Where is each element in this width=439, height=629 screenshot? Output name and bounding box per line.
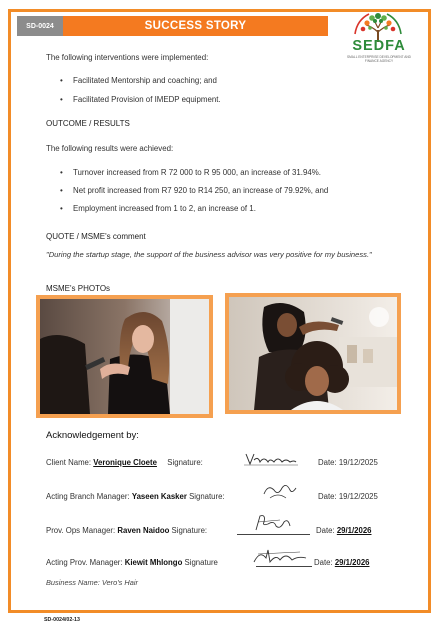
outcome-item: • Net profit increased from R7 920 to R14 250, an increase of 79.92%, and xyxy=(73,186,328,195)
ack-row-branch-manager xyxy=(46,492,225,501)
signature-label: Signature: xyxy=(171,526,208,535)
handwritten-signature xyxy=(258,480,300,502)
client-name: Veronique Cloete xyxy=(93,458,157,467)
page-title: SUCCESS STORY xyxy=(63,16,328,36)
acknowledgement-heading: Acknowledgement by: xyxy=(46,430,139,441)
handwritten-signature xyxy=(242,450,300,468)
ack-date-client xyxy=(318,458,378,467)
handwritten-signature xyxy=(250,512,294,534)
role-label: Acting Prov. Manager: xyxy=(46,558,123,567)
msme-photo-1 xyxy=(36,295,213,418)
logo-wordmark: SEDFA xyxy=(352,38,406,54)
date-label: Date: xyxy=(318,492,337,501)
quote-heading: QUOTE / MSME's comment xyxy=(46,232,146,241)
outcome-intro: The following results were achieved: xyxy=(46,144,174,153)
ack-row-client xyxy=(46,458,203,467)
quote-text: "During the startup stage, the support of the business advisor was very positive for my business." xyxy=(46,250,372,259)
signature-label: Signature: xyxy=(189,492,225,501)
date-value: 29/1/2026 xyxy=(336,526,372,535)
ack-date-ops-manager xyxy=(316,526,372,535)
role-label: Client Name: xyxy=(46,458,92,467)
role-label: Acting Branch Manager: xyxy=(46,492,130,501)
photos-heading: MSME's PHOTOs xyxy=(46,284,111,293)
salon-photo-image xyxy=(229,297,397,410)
interventions-intro: The following interventions were implemented: xyxy=(46,53,209,62)
document-code-badge: SD-0024 xyxy=(17,16,63,36)
handwritten-signature xyxy=(250,546,312,568)
signature-label: Signature: xyxy=(167,458,203,467)
business-name-value: Vero's Hair xyxy=(101,578,138,587)
outcome-item: • Turnover increased from R 72 000 to R 95 000, an increase of 31.94%. xyxy=(73,168,321,177)
branch-manager-name: Yaseen Kasker xyxy=(131,492,187,501)
msme-photo-2 xyxy=(225,293,401,414)
salon-photo-image xyxy=(40,299,209,414)
ack-date-branch-manager xyxy=(318,492,378,501)
date-value: 29/1/2026 xyxy=(334,558,370,567)
outcome-heading: OUTCOME / RESULTS xyxy=(46,119,130,128)
role-label: Prov. Ops Manager: xyxy=(46,526,116,535)
ops-manager-name: Raven Naidoo xyxy=(117,526,170,535)
business-name-line xyxy=(46,578,138,587)
footer-document-code: SD-0024/02-13 xyxy=(44,617,80,623)
prov-manager-name: Kiewit Mhlongo xyxy=(124,558,183,567)
date-label: Date: xyxy=(316,526,335,535)
business-name-label: Business Name: xyxy=(46,578,100,587)
intervention-item: • Facilitated Mentorship and coaching; and xyxy=(73,76,217,85)
date-label: Date: xyxy=(318,458,337,467)
date-value: 19/12/2025 xyxy=(338,492,378,501)
ack-row-ops-manager xyxy=(46,526,207,535)
date-label: Date: xyxy=(314,558,333,567)
signature-label: Signature xyxy=(184,558,218,567)
ack-row-prov-manager xyxy=(46,558,218,567)
date-value: 19/12/2025 xyxy=(338,458,378,467)
logo-tagline: SMALL ENTERPRISE DEVELOPMENT AND FINANCE AGENCY xyxy=(347,55,411,63)
signature-line xyxy=(237,534,310,535)
outcome-item: • Employment increased from 1 to 2, an increase of 1. xyxy=(73,204,256,213)
ack-date-prov-manager xyxy=(314,558,370,567)
intervention-item: • Facilitated Provision of IMEDP equipment. xyxy=(73,95,221,104)
